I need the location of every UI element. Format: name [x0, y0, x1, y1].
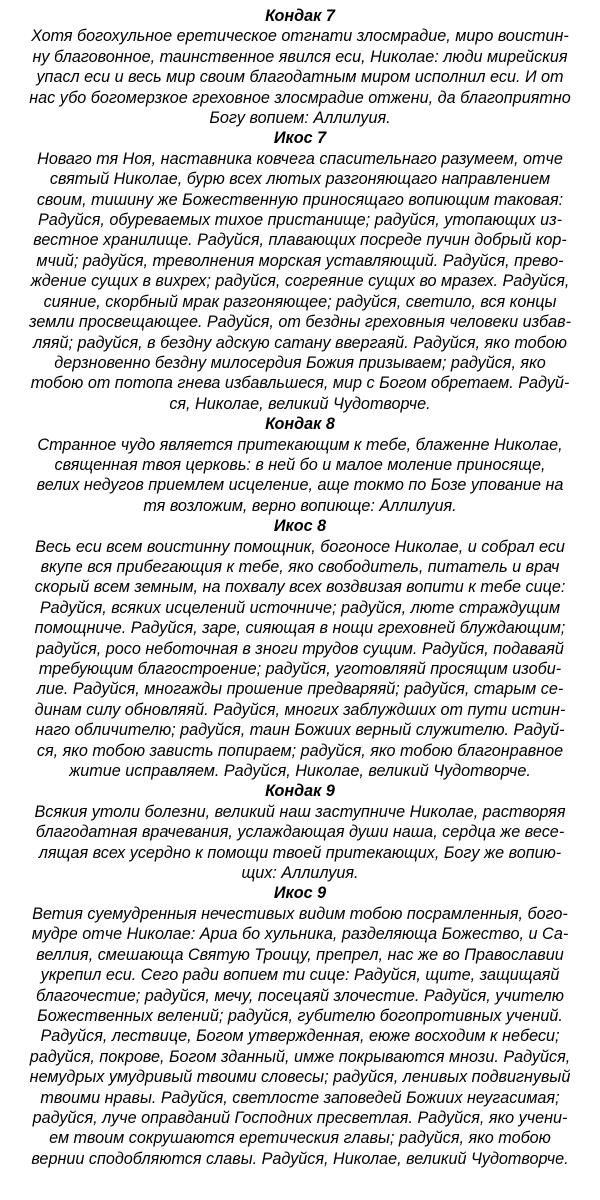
text-line: нас убо богомерзкое греховное злосмрадие отжени, да благоприятно	[29, 88, 571, 107]
text-line: Радуйся, обуреваемых тихое пристанище; радуйся, утопающих из-	[37, 211, 563, 230]
section-heading: Икос 8	[273, 517, 327, 536]
section-text	[12, 149, 588, 414]
section-heading: Кондак 7	[265, 7, 335, 25]
text-line: дерзновенно бездну милосердия Божия призываем; радуйся, яко	[54, 353, 546, 372]
text-line: вернии сподобляются славы. Радуйся, Николае, великий Чудотворче.	[31, 1149, 569, 1168]
text-line: Странное чудо является притекающим к тебе, блаженне Николае,	[37, 435, 563, 454]
section-ikos-8	[12, 516, 588, 781]
text-line: наго обличителю; радуйся, таин Божиих верный служителю. Радуй-	[35, 721, 565, 740]
text-line: вкупе вся прибегающия к тебе, яко свободитель, питатель и врач	[40, 557, 560, 576]
text-line: своим, тишину же Божественную приносящаго вопиющим таковая:	[36, 190, 564, 209]
text-line: лящая всех усердно к помощи твоей притекающих, Богу же вопию-	[38, 843, 562, 862]
text-line: ем твоим сокрушаются еретическия главы; радуйся, яко тобою	[49, 1129, 551, 1148]
section-text	[12, 802, 588, 884]
text-line: благочестие; радуйся, мечу, посецаяй злочестие. Радуйся, учителю	[36, 986, 564, 1005]
text-line: помощниче. Радуйся, заре, сияющая в нощи греховней блуждающим;	[34, 619, 566, 638]
text-line: сияние, скорбный мрак разгоняющее; радуйся, светило, вся концы	[43, 292, 557, 311]
section-text	[12, 537, 588, 782]
section-text	[12, 26, 588, 128]
text-line: радуйся, луче оправданий Господних пресветлая. Радуйся, яко учени-	[32, 1108, 568, 1127]
text-line: лие. Радуйся, многажды прошение предваряяй; радуйся, старым се-	[36, 680, 564, 699]
section-text	[12, 904, 588, 1169]
text-line: Весь еси всем воистинну помощник, богоносе Николае, и собрал еси	[35, 537, 565, 556]
text-line: ляяй; радуйся, в бездну адскую сатану ввергаяй. Радуйся, яко тобою	[33, 333, 567, 352]
text-line: скорый всем земным, на похвалу всех воздвизая вопити к тебе сице:	[34, 578, 566, 597]
text-line: земли просвещающее. Радуйся, от бездны греховныя человеки избав-	[29, 313, 571, 332]
text-line: благодатная врачевания, услаждающая души наша, сердца же весе-	[35, 823, 565, 842]
text-line: Божественных велений; радуйся, губителю богопротивных учений.	[37, 1006, 563, 1025]
section-heading: Кондак 9	[265, 782, 335, 801]
text-line: требующим благостроение; радуйся, уготовляяй просящим изоби-	[38, 660, 562, 678]
section-heading: Кондак 8	[265, 415, 335, 434]
text-line: священная твоя церковь: в ней бо и малое моление приносяще,	[54, 455, 546, 474]
text-line: Хотя богохульное еретическое отгнати злосмрадие, миро воистин-	[31, 27, 569, 46]
section-heading: Икос 9	[273, 884, 327, 903]
section-heading: Икос 7	[273, 129, 327, 148]
text-line: динам силу обновляяй. Радуйся, многих заблуждших от пути истин-	[34, 700, 566, 719]
text-line: Радуйся, лествице, Богом утвержденная, еюже восходим к небеси;	[40, 1027, 560, 1046]
section-kondak-8	[12, 414, 588, 516]
text-line: Новаго тя Ноя, наставника ковчега спасительнаго разумеем, отче	[37, 149, 563, 168]
text-line: щих: Аллилуия.	[241, 864, 359, 883]
text-line: житие исправляем. Радуйся, Николае, великий Чудотворче.	[69, 762, 531, 781]
text-line: велих недугов приемлем исцеление, аще токмо по Бозе упование на	[36, 476, 564, 495]
text-line: ну благовонное, таинственное явился еси, Николае: люди мирейския	[32, 47, 568, 66]
text-line: тобою от потопа гнева избавльшеся, мир с Богом обретаем. Радуй-	[30, 374, 570, 393]
text-line: Радуйся, всяких исцелений источниче; радуйся, люте страждущим	[39, 598, 561, 617]
text-line: Всякия утоли болезни, великий наш заступниче Николае, растворяя	[34, 802, 566, 821]
section-kondak-7	[12, 6, 588, 128]
text-line: немудрых умудривый твоими словесы; радуйся, ленивых подвигнувый	[29, 1068, 571, 1087]
text-line: ждение сущих в вихрех; радуйся, согреяние сущих во мразех. Радуйся,	[30, 272, 570, 291]
text-line: радуйся, покрове, Богом зданный, имже покрываются мнози. Радуйся,	[29, 1047, 571, 1066]
text-line: ся, Николае, великий Чудотворче.	[169, 394, 431, 413]
text-line: веллия, смешающа Святую Троицу, препрел, нас же во Православии	[36, 945, 564, 964]
text-line: тя возложим, верно вопиюще: Аллилуия.	[143, 496, 457, 515]
section-ikos-9	[12, 883, 588, 1169]
text-line: укрепил еси. Сего ради вопием ти сице: Радуйся, щите, защищаяй	[40, 966, 560, 985]
text-line: вестное хранилище. Радуйся, плавающих посреде пучин добрый кор-	[33, 231, 567, 250]
text-line: Ветия суемудренныя нечестивых видим тобою посрамленныя, бого-	[32, 904, 568, 923]
section-ikos-7	[12, 128, 588, 414]
text-line: Богу вопием: Аллилуия.	[209, 109, 391, 128]
text-line: мчий; радуйся, треволнения морская уставляющий. Радуйся, прево-	[36, 251, 564, 270]
text-line: упасл еси и весь мир своим благодатным миром исполнил еси. И от	[36, 68, 564, 87]
section-text	[12, 435, 588, 517]
text-line: ся, яко тобою зависть попираем; радуйся, яко тобою благонравное	[36, 741, 564, 760]
text-line: радуйся, росо неботочная в зноги трудов сущим. Радуйся, подаваяй	[36, 639, 564, 658]
text-line: мудре отче Николае: Ариа бо хульника, разделяюща Божество, и Са-	[31, 925, 569, 944]
section-kondak-9	[12, 781, 588, 883]
text-line: твоими нравы. Радуйся, светлосте заповедей Божиих неугасимая;	[40, 1088, 560, 1107]
text-line: святый Николае, бурю всех лютых разгоняющаго направлением	[49, 170, 551, 189]
